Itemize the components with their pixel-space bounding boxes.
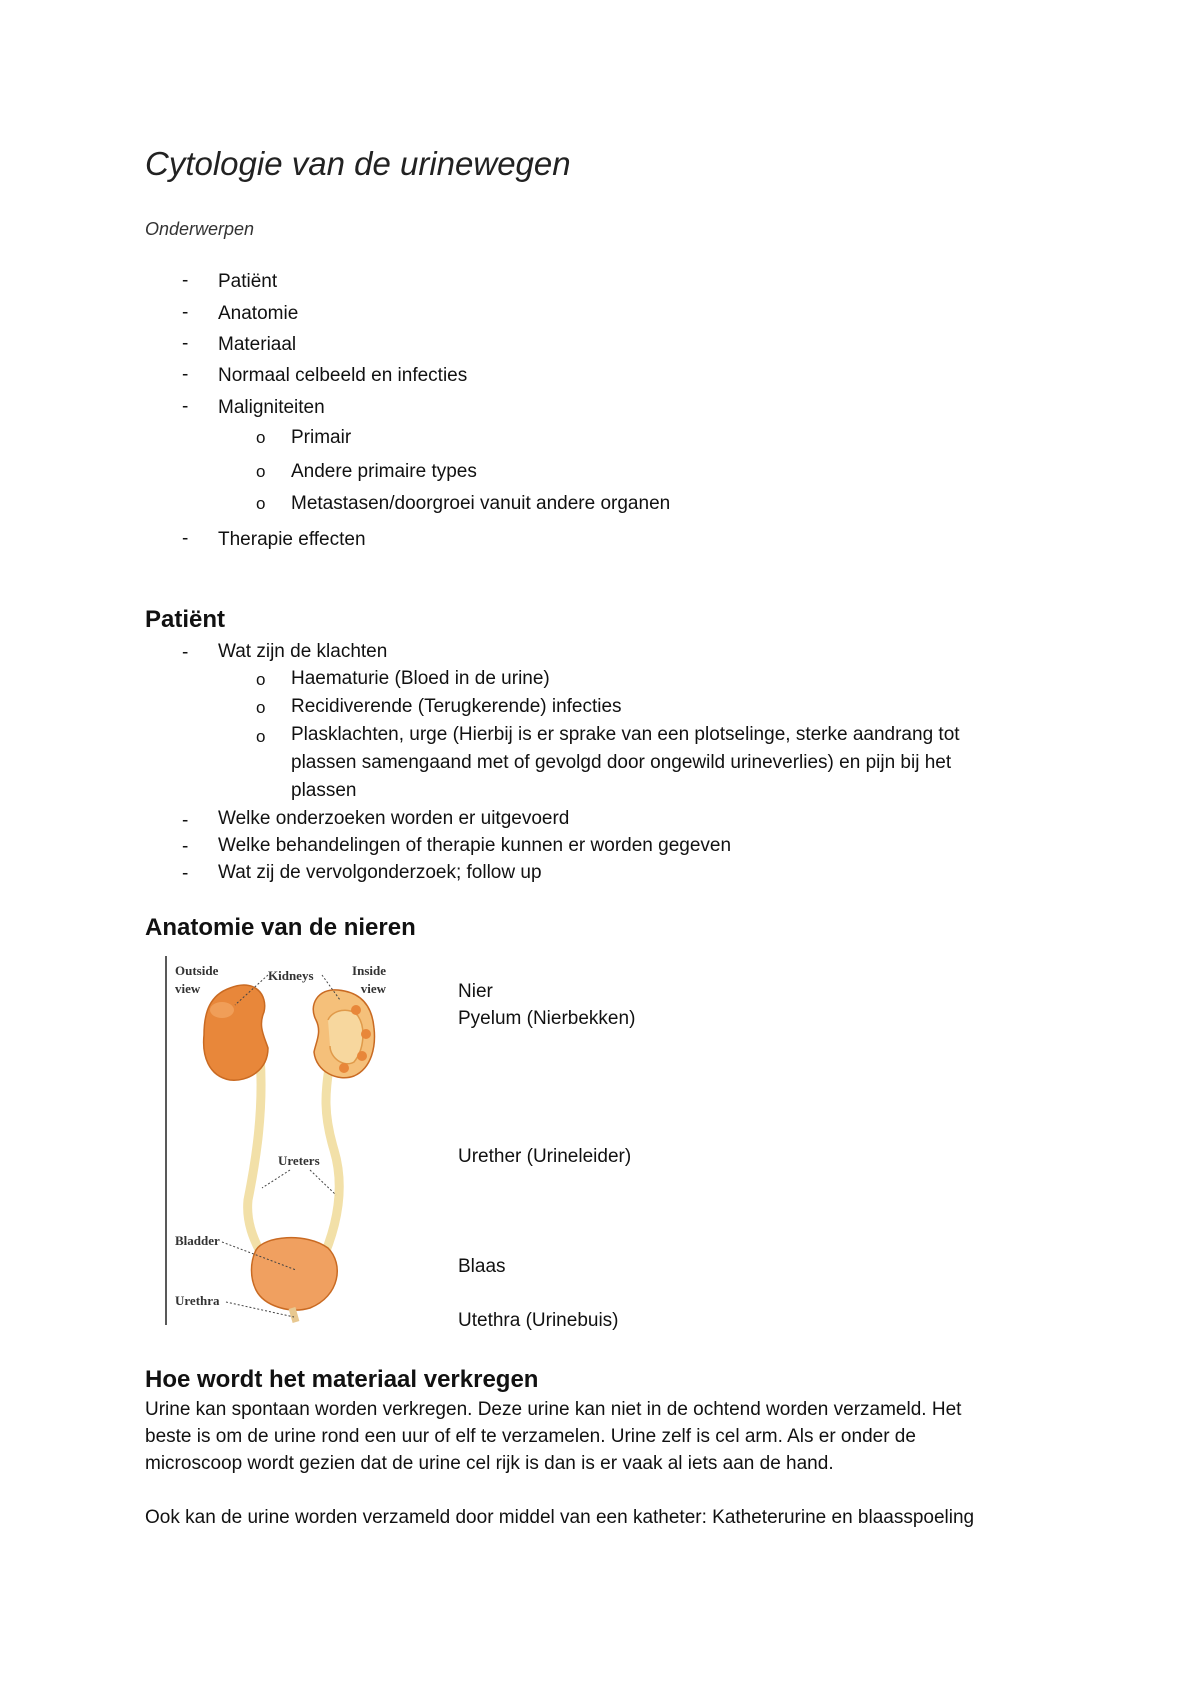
medulla	[357, 1051, 367, 1061]
anatomy-label: Utethra (Urinebuis)	[458, 1310, 619, 1331]
list-bullet: o	[256, 494, 266, 513]
medulla	[351, 1005, 361, 1015]
left-kidney	[204, 985, 268, 1080]
label-bladder: Bladder	[175, 1233, 220, 1248]
list-dash: -	[182, 528, 189, 549]
list-bullet: o	[256, 727, 266, 746]
list-item: Maligniteiten	[218, 397, 325, 418]
list-item: Anatomie	[218, 303, 299, 324]
list-item: Welke behandelingen of therapie kunnen er worden gegeven	[218, 835, 732, 856]
paragraph-line: beste is om de urine rond een uur of elf te verzamelen. Urine zelf is cel arm. Als er onder de	[145, 1426, 916, 1447]
label-outside-view: view	[175, 981, 201, 996]
list-item: Normaal celbeeld en infecties	[218, 365, 468, 386]
label-inside-view: view	[360, 981, 386, 996]
left-ureter	[248, 1055, 268, 1265]
right-ureter	[320, 1060, 339, 1265]
label-inside: Inside	[352, 963, 386, 978]
list-item: Welke onderzoeken worden er uitgevoerd	[218, 808, 570, 829]
paragraph: Ook kan de urine worden verzameld door middel van een katheter: Katheterurine en blaasspoeling	[145, 1507, 975, 1528]
list-dash: -	[182, 836, 189, 857]
subtitle: Onderwerpen	[145, 219, 255, 239]
list-dash: -	[182, 396, 189, 417]
sub-list-item: Primair	[291, 427, 352, 448]
list-bullet: o	[256, 428, 266, 447]
list-bullet: o	[256, 462, 266, 481]
anatomy-label: Pyelum (Nierbekken)	[458, 1008, 636, 1029]
list-item: Wat zijn de klachten	[218, 641, 388, 662]
section-heading-anatomy: Anatomie van de nieren	[145, 914, 416, 941]
label-kidneys: Kidneys	[268, 968, 314, 983]
paragraph-line: microscoop wordt gezien dat de urine cel rijk is dan is er vaak al iets aan de hand.	[145, 1453, 834, 1474]
list-bullet: o	[256, 670, 266, 689]
document-title: Cytologie van de urinewegen	[145, 145, 571, 182]
sub-list-item: Recidiverende (Terugkerende) infecties	[291, 696, 622, 717]
sub-list-item: Plasklachten, urge (Hierbij is er sprake van een plotselinge, sterke aandrang tot	[291, 724, 960, 745]
list-dash: -	[182, 302, 189, 323]
label-urethra: Urethra	[175, 1293, 220, 1308]
urethra	[292, 1308, 296, 1322]
sub-list-item-continued: plassen samengaand met of gevolgd door ongewild urineverlies) en pijn bij het	[291, 752, 952, 773]
section-heading-patient: Patiënt	[145, 606, 226, 633]
list-dash: -	[182, 270, 189, 291]
list-dash: -	[182, 333, 189, 354]
section-heading-material: Hoe wordt het materiaal verkregen	[145, 1366, 539, 1393]
list-dash: -	[182, 863, 189, 884]
list-dash: -	[182, 810, 189, 831]
sub-list-item: Haematurie (Bloed in de urine)	[291, 668, 550, 689]
bladder	[252, 1238, 338, 1310]
paragraph-line: Urine kan spontaan worden verkregen. Deze urine kan niet in de ochtend worden verzameld. Het	[145, 1399, 962, 1420]
list-item: Materiaal	[218, 334, 297, 355]
sub-list-item-continued: plassen	[291, 780, 357, 801]
list-item: Therapie effecten	[218, 529, 366, 550]
list-item: Patiënt	[218, 271, 278, 292]
anatomy-label: Nier	[458, 981, 493, 1002]
sub-list-item: Metastasen/doorgroei vanuit andere organen	[291, 493, 671, 514]
label-outside: Outside	[175, 963, 219, 978]
list-dash: -	[182, 364, 189, 385]
label-ureters: Ureters	[278, 1153, 320, 1168]
medulla	[361, 1029, 371, 1039]
list-dash: -	[182, 642, 189, 663]
list-item: Wat zij de vervolgonderzoek; follow up	[218, 862, 542, 883]
list-bullet: o	[256, 698, 266, 717]
sub-list-item: Andere primaire types	[291, 461, 477, 482]
anatomy-label: Blaas	[458, 1256, 506, 1277]
anatomy-label: Urether (Urineleider)	[458, 1146, 632, 1167]
kidney-highlight	[210, 1002, 234, 1018]
urinary-system-diagram	[160, 950, 410, 1330]
medulla	[339, 1063, 349, 1073]
